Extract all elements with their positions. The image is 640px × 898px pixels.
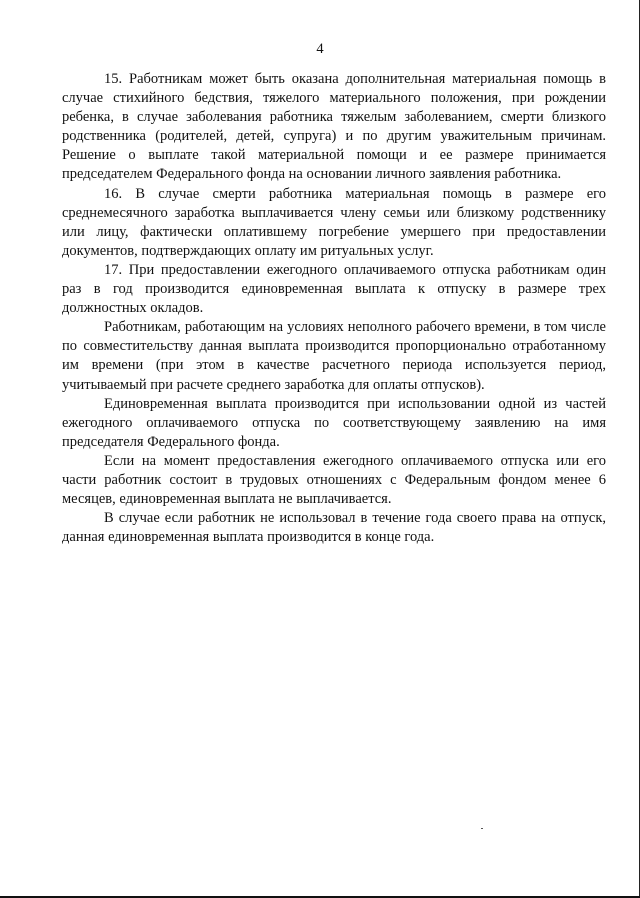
- paragraph-16-death-assistance: 16. В случае смерти работника материальная помощь в размере его среднемесячного заработка выплачивается члену семьи или близкому родственнику или лицу, фактически оплатившему погребение умершего при предоставлении документов, подтверждающих оплату им ритуальных услуг.: [62, 185, 606, 259]
- paragraph-six-months-rule: Если на момент предоставления ежегодного оплачиваемого отпуска или его части работник состоит в трудовых отношениях с Федеральным фондом менее 6 месяцев, единовременная выплата не выплачивается.: [62, 452, 606, 508]
- paragraph-15-material-assistance: 15. Работникам может быть оказана дополнительная материальная помощь в случае стихийного бедствия, тяжелого материального положения, при рождении ребенка, в случае заболевания работника тяжелым заболеванием, смерти близкого родственника (родителей, детей, супруга) и по другим уважительным причинам. Решение о выплате такой материальной помощи и ее размере принимается председателем Федерального фонда на основании личного заявления работника.: [62, 71, 606, 183]
- scan-speck: [481, 828, 483, 829]
- paragraph-part-time-workers: Работникам, работающим на условиях неполного рабочего времени, в том числе по совместительству данная выплата производится пропорционально отработанному им времени (при этом в качестве расчетного периода используется период, учитываемый при расчете среднего заработка для оплаты отпусков).: [62, 319, 606, 393]
- document-body: [62, 70, 606, 547]
- paragraph-payment-conditions: Единовременная выплата производится при использовании одной из частей ежегодного оплачиваемого отпуска по соответствующему заявлению на имя председателя Федерального фонда.: [62, 395, 606, 450]
- paragraph-17-vacation-payment: 17. При предоставлении ежегодного оплачиваемого отпуска работникам один раз в год производится единовременная выплата к отпуску в размере трех должностных окладов.: [62, 261, 606, 317]
- page-number: 4: [316, 41, 324, 57]
- paragraph-year-end-payment: В случае если работник не использовал в течение года своего права на отпуск, данная единовременная выплата производится в конце года.: [62, 510, 606, 546]
